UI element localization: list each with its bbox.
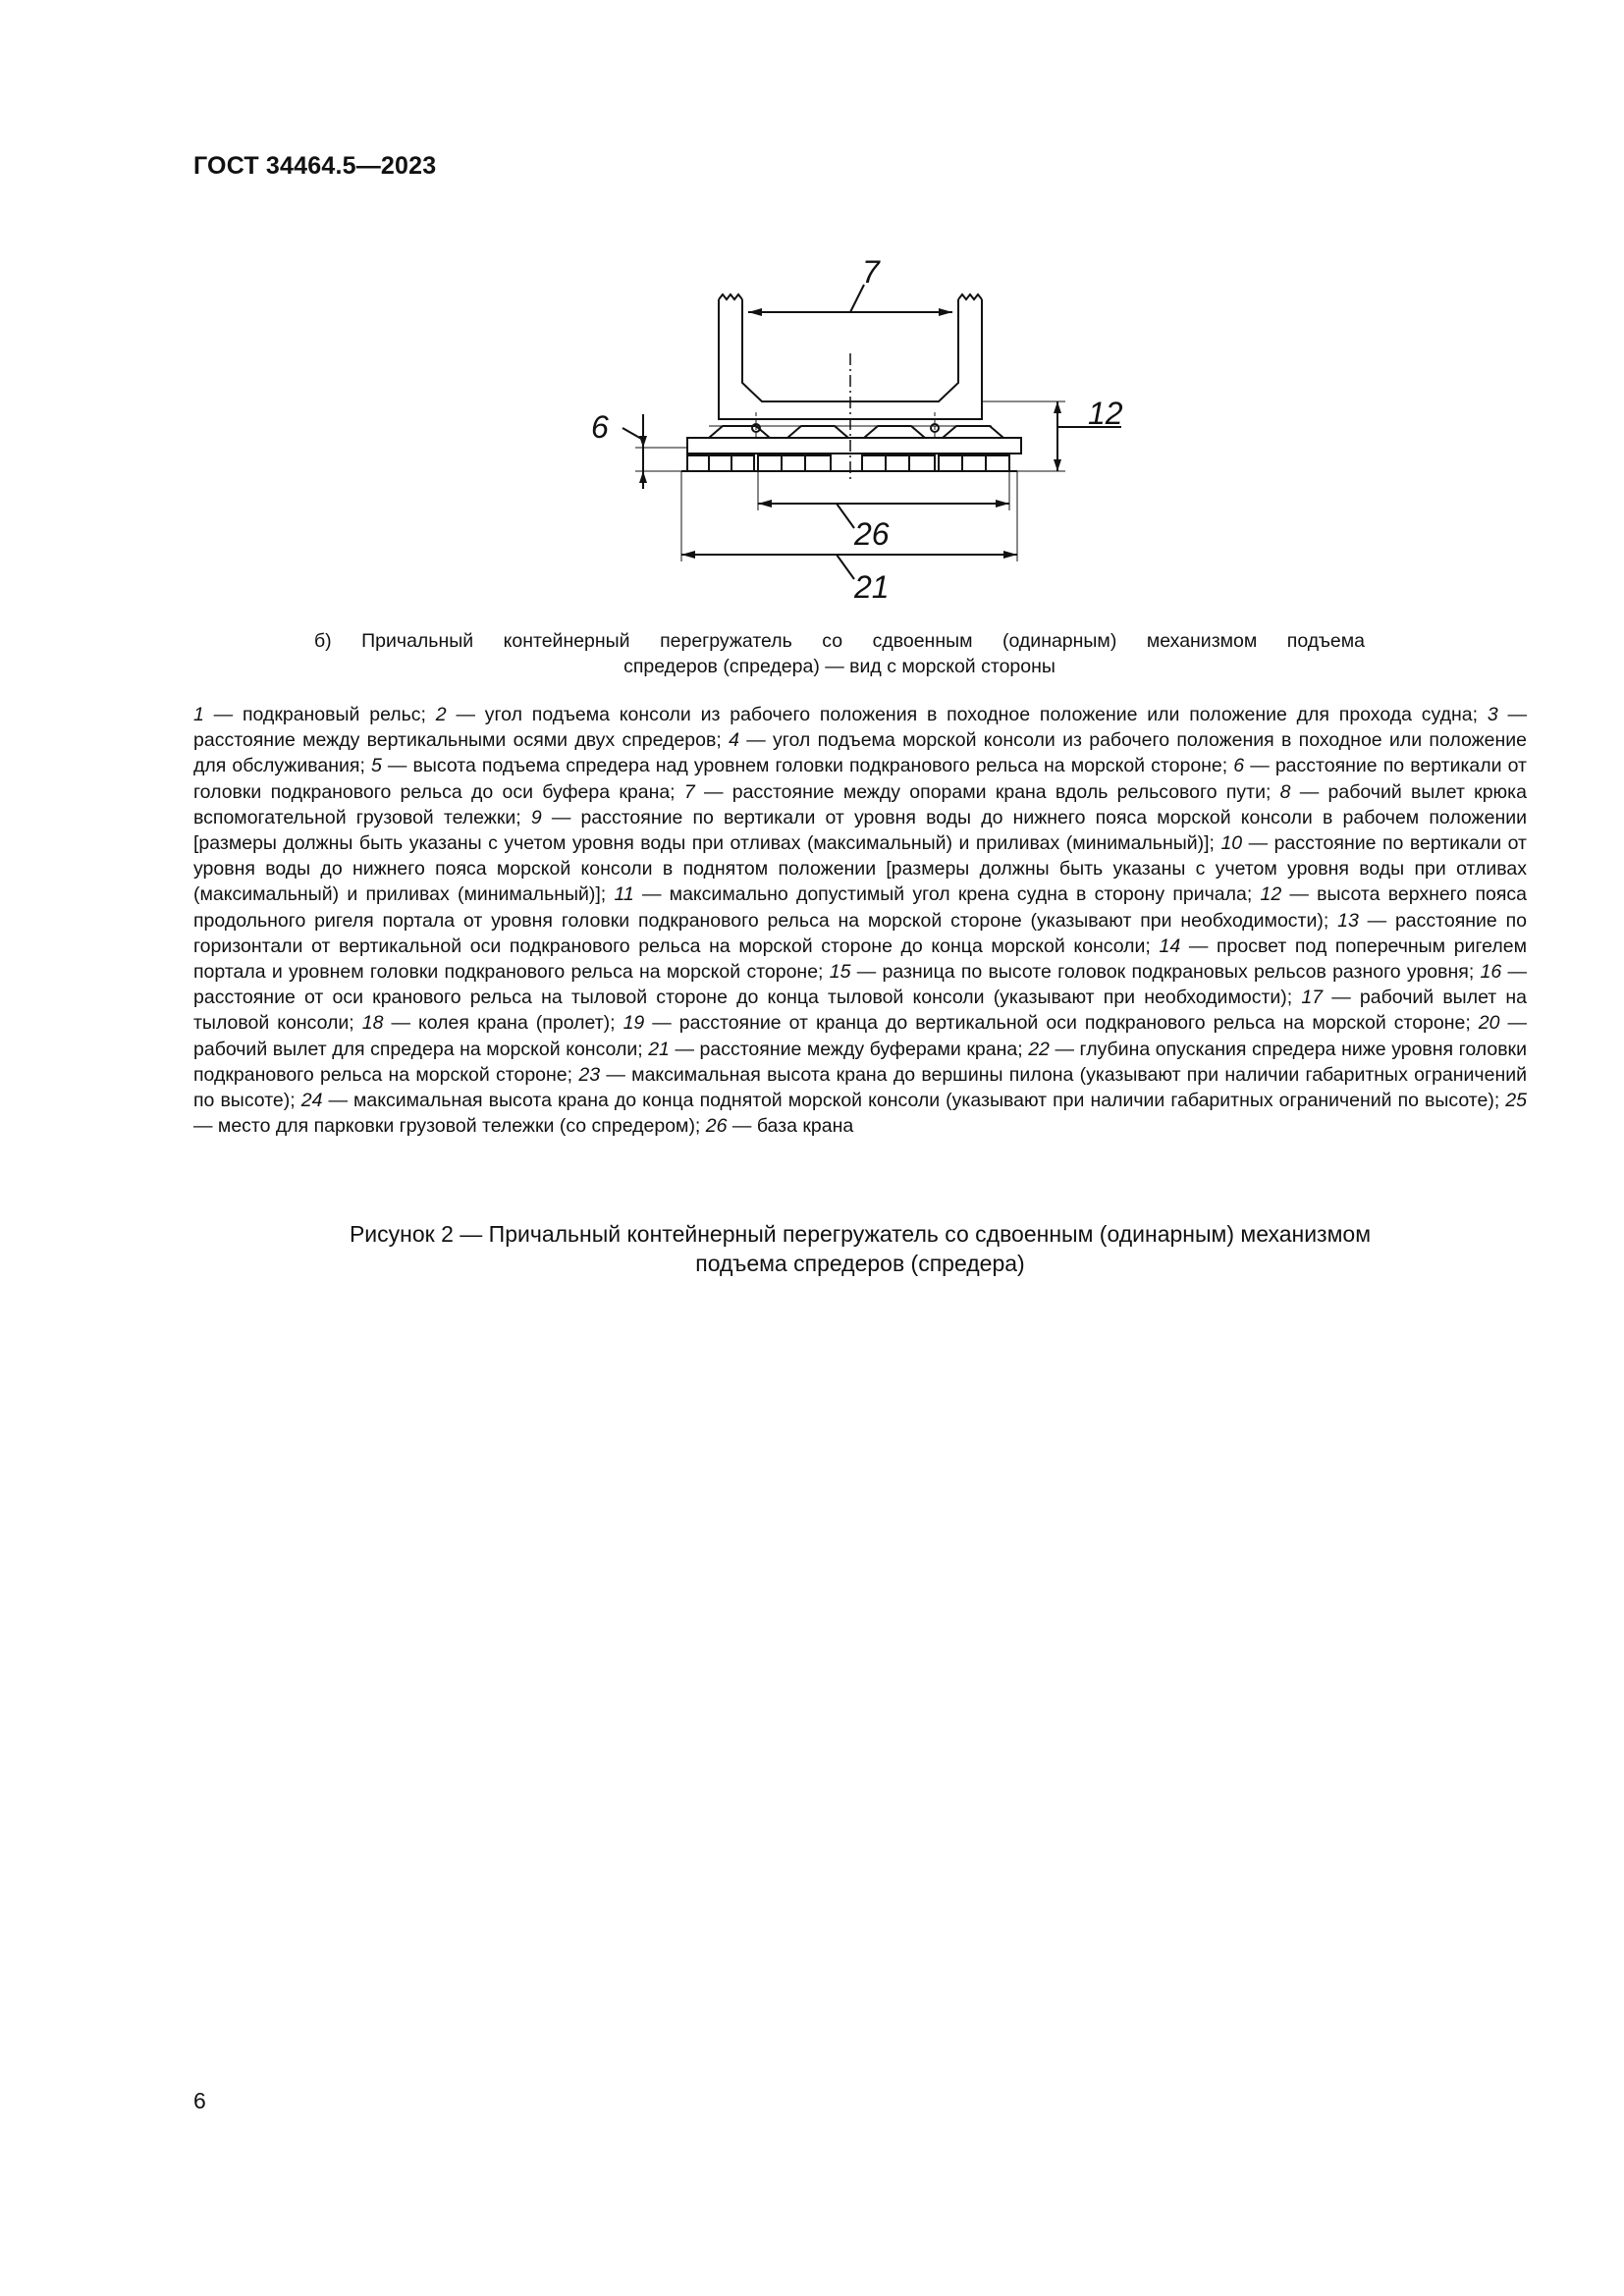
legend-number: 7 [683, 780, 695, 803]
legend-number: 21 [648, 1038, 670, 1060]
legend-number: 16 [1480, 961, 1502, 984]
legend-number: 2 [435, 704, 447, 725]
legend-text: — расстояние по вертикали от уровня воды до нижнего пояса морской консоли в рабочем положении [размеры должны быть указаны с учетом уровня воды при отливах (максимальный) и приливах (минимальный)]; [193, 806, 1527, 855]
label-12: 12 [1088, 396, 1123, 431]
crane-drawing-svg [550, 236, 1139, 609]
legend-number: 10 [1220, 832, 1243, 855]
legend-number: 22 [1028, 1038, 1050, 1060]
legend-text: — место для парковки грузовой тележки (со спредером); [193, 1115, 706, 1138]
legend-number: 3 [1487, 704, 1498, 725]
legend-number: 18 [361, 1012, 384, 1035]
label-6: 6 [591, 409, 609, 445]
legend-number: 19 [623, 1012, 645, 1035]
legend-number: 20 [1478, 1012, 1500, 1035]
dimension-21 [681, 471, 1017, 579]
legend-text: — расстояние от кранца до вертикальной оси подкранового рельса на морской стороне; [644, 1012, 1479, 1035]
legend-text: — максимальная высота крана до вершины пилона (указывают при наличии габаритных ограничений по высоте); [193, 1063, 1527, 1112]
legend-number: 6 [1233, 755, 1245, 777]
legend-number: 5 [370, 755, 382, 777]
legend-number: 17 [1301, 987, 1324, 1009]
legend-number: 25 [1505, 1090, 1527, 1112]
legend-number: 12 [1260, 883, 1282, 906]
legend-number: 13 [1337, 909, 1359, 932]
sub-figure-caption [314, 628, 1365, 679]
legend-text: — расстояние по горизонтали от вертикальной оси подкранового рельса на морской стороне до конца морской консоли; [193, 909, 1527, 957]
label-26: 26 [854, 516, 890, 552]
legend-text: — рабочий вылет для спредера на морской консоли; [193, 1012, 1528, 1060]
legend-text: — разница по высоте головок подкрановых рельсов разного уровня; [850, 961, 1481, 984]
page-number: 6 [193, 2088, 206, 2113]
legend-text: — угол подъема морской консоли из рабочего положения в походное или положение для обслуживания; [193, 729, 1528, 777]
legend-text: — максимально допустимый угол крена судна в сторону причала; [633, 883, 1261, 906]
legend-number: 11 [614, 883, 634, 906]
crane-drawing [550, 236, 1139, 609]
legend-text: — рабочий вылет на тыловой консоли; [193, 987, 1527, 1035]
legend-number: 9 [530, 806, 542, 828]
legend-text: — высота подъема спредера над уровнем головки подкранового рельса на морской стороне; [381, 755, 1234, 777]
legend-text: — колея крана (пролет); [383, 1012, 623, 1035]
legend-text: — расстояние между опорами крана вдоль рельсового пути; [694, 780, 1280, 803]
legend-number: 15 [829, 961, 851, 984]
bogie-group [681, 412, 1021, 471]
label-7: 7 [862, 254, 880, 290]
legend-number: 26 [705, 1115, 728, 1138]
legend-text: — рабочий вылет крюка вспомогательной грузовой тележки; [193, 780, 1527, 828]
legend-text: — глубина опускания спредера ниже уровня головки подкранового рельса на морской стороне; [193, 1038, 1527, 1086]
legend-number: 1 [193, 704, 204, 725]
legend-text: — расстояние по вертикали от головки подкранового рельса до оси буфера крана; [193, 755, 1527, 803]
dimension-6 [623, 414, 687, 489]
figure-caption-line-2: подъема спредеров (спредера) [695, 1251, 1025, 1276]
legend-text: — угол подъема консоли из рабочего положения в походное положение или положение для прохода судна; [446, 704, 1488, 725]
legend-number: 4 [729, 729, 739, 752]
legend-text: — расстояние по вертикали от уровня воды до нижнего пояса морской консоли в поднятом положении [размеры должны быть указаны с учетом уровня воды при отливах (максимальный) и приливах (минимальный)]; [193, 832, 1527, 906]
legend-text: — расстояние от оси кранового рельса на тыловой стороне до конца тыловой консоли (указывают при необходимости); [193, 961, 1527, 1009]
legend-text: — просвет под поперечным ригелем портала и уровнем головки подкранового рельса на морской стороне; [193, 934, 1527, 984]
legend-text: — подкрановый рельс; [203, 704, 436, 725]
legend-number: 14 [1159, 934, 1181, 957]
label-21: 21 [854, 569, 890, 605]
sub-caption-line-2: спредеров (спредера) — вид с морской стороны [623, 656, 1056, 677]
legend-number: 24 [300, 1090, 323, 1112]
sub-caption-line-1: б) Причальный контейнерный перегружатель со сдвоенным (одинарным) механизмом подъема [314, 630, 1365, 652]
legend-number: 8 [1279, 780, 1291, 803]
figure-caption [193, 1219, 1527, 1278]
figure-caption-line-1: Рисунок 2 — Причальный контейнерный перегружатель со сдвоенным (одинарным) механизмом [349, 1221, 1372, 1247]
legend-text: — расстояние между вертикальными осями двух спредеров; [193, 704, 1527, 752]
legend-text: — высота верхнего пояса продольного ригеля портала от уровня головки подкранового рельса на морской стороне (указывают при необходимости); [193, 883, 1528, 932]
legend-number: 23 [578, 1063, 601, 1086]
legend-paragraph [193, 702, 1527, 1139]
document-header: ГОСТ 34464.5—2023 [193, 152, 437, 180]
legend-text: — максимальная высота крана до конца поднятой морской консоли (указывают при наличии габаритных ограничений по высоте); [322, 1090, 1506, 1112]
legend-text: — расстояние между буферами крана; [669, 1038, 1029, 1060]
legend-text: — база крана [727, 1115, 854, 1138]
